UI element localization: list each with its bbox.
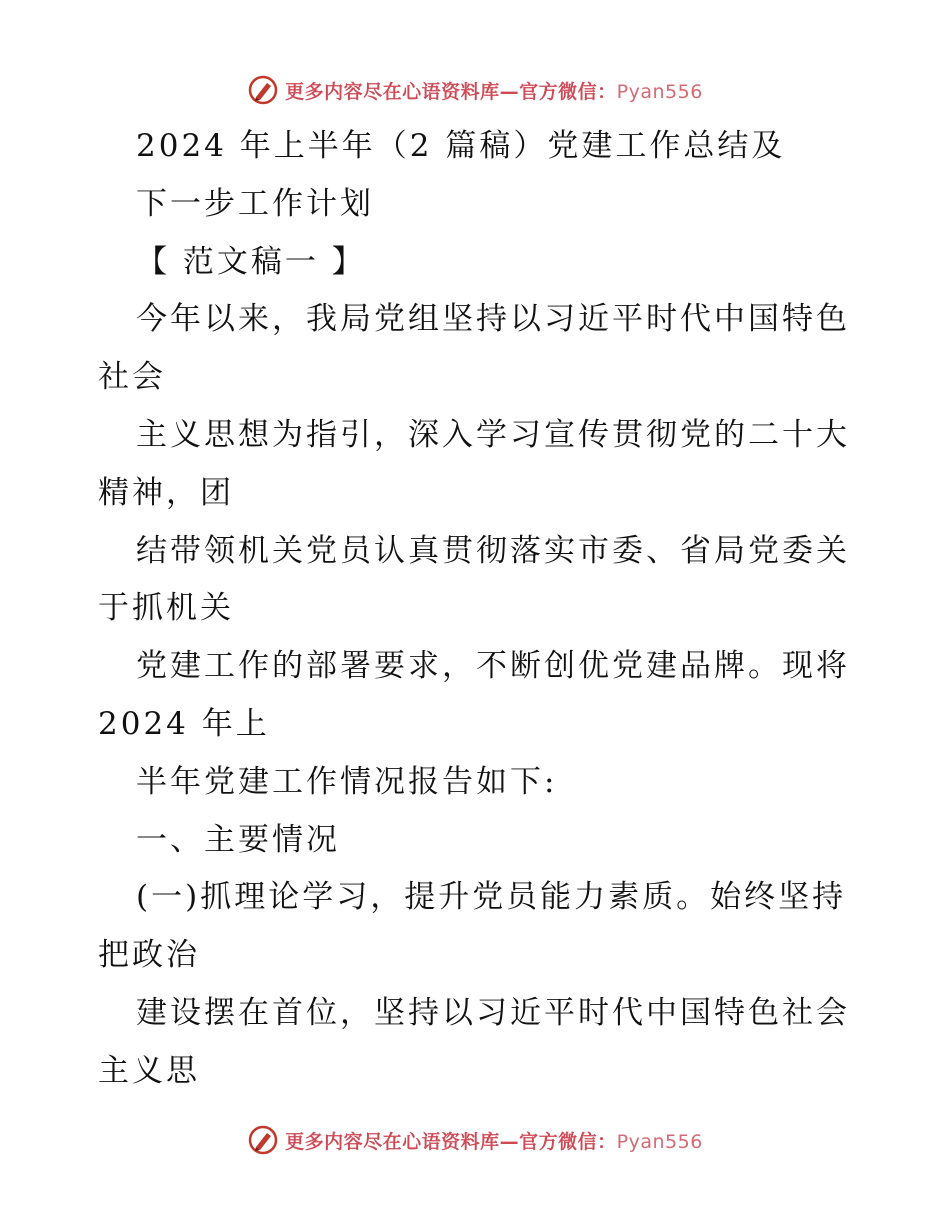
pen-logo-icon: [247, 74, 279, 106]
paragraph-line: 把政治: [98, 937, 200, 974]
header-banner-text: [285, 77, 703, 104]
header-banner-label: 更多内容尽在心语资料库—官方微信：: [285, 80, 617, 103]
paragraph-line: 2024 年上: [98, 705, 270, 742]
paragraph-line: 主义思: [98, 1052, 200, 1089]
pen-logo-icon: [247, 1124, 279, 1156]
document-body: [98, 118, 858, 1101]
subheading-line: 一、主要情况: [136, 821, 340, 858]
footer-banner: [0, 1120, 950, 1160]
paragraph-line: 建设摆在首位，坚持以习近平时代中国特色社会: [136, 994, 850, 1031]
paragraph-line: 精神，团: [98, 474, 234, 511]
section-heading: 【 范文稿一 】: [136, 243, 366, 280]
header-banner: [0, 70, 950, 110]
paragraph-line: 主义思想为指引，深入学习宣传贯彻党的二十大: [136, 416, 850, 453]
paragraph-line: 党建工作的部署要求，不断创优党建品牌。现将: [136, 648, 850, 685]
paragraph-line: 今年以来，我局党组坚持以习近平时代中国特色: [136, 301, 850, 338]
paragraph-line: 于抓机关: [98, 590, 234, 627]
footer-banner-handle: Pyan556: [616, 1130, 703, 1153]
paragraph-line: 半年党建工作情况报告如下:: [136, 763, 558, 800]
paragraph-line: 结带领机关党员认真贯彻落实市委、省局党委关: [136, 532, 850, 569]
footer-banner-text: [285, 1127, 703, 1154]
paragraph-line: (一)抓理论学习，提升党员能力素质。始终坚持: [136, 879, 847, 916]
doc-title-line-1: 2024 年上半年（2 篇稿）党建工作总结及: [136, 128, 786, 164]
paragraph-line: 社会: [98, 359, 166, 396]
doc-title-line-2: 下一步工作计划: [136, 185, 374, 222]
footer-banner-label: 更多内容尽在心语资料库—官方微信：: [285, 1130, 617, 1153]
header-banner-handle: Pyan556: [616, 80, 703, 103]
